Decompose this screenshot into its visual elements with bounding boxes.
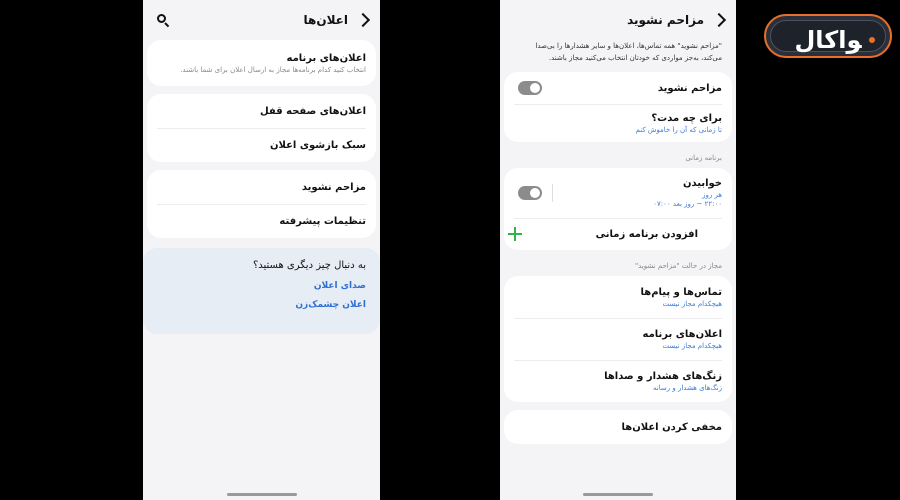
back-chevron-icon[interactable]: [712, 13, 726, 27]
page-title: اعلان‌ها: [303, 13, 348, 27]
add-schedule-row[interactable]: [504, 218, 732, 250]
app-notifications-row[interactable]: [147, 40, 376, 86]
popup-style-row[interactable]: [147, 128, 376, 162]
calls-messages-label: تماس‌ها و پیام‌ها: [640, 286, 722, 298]
app-notifications-row[interactable]: [504, 318, 732, 360]
app-notifications-label: اعلان‌های برنامه: [286, 52, 366, 64]
alarms-sounds-label: زنگ‌های هشدار و صداها: [604, 370, 722, 382]
sleeping-days: هر روز: [702, 191, 722, 199]
hide-notifications-card: [504, 410, 732, 444]
back-chevron-icon[interactable]: [356, 13, 370, 27]
sleeping-toggle-switch[interactable]: [518, 186, 542, 200]
calls-messages-row[interactable]: [504, 276, 732, 318]
dnd-toggle-card: [504, 72, 732, 142]
lock-screen-label: اعلان‌های صفحه قفل: [259, 105, 366, 117]
app-notifications-label: اعلان‌های برنامه: [642, 328, 722, 340]
allowed-card: [504, 276, 732, 402]
hide-notifications-row[interactable]: [504, 410, 732, 444]
allowed-header: مجاز در حالت "مزاحم نشوید": [634, 262, 722, 270]
advanced-label: تنظیمات پیشرفته: [279, 215, 366, 227]
flash-notification-link[interactable]: اعلان چشمک‌زن: [295, 300, 366, 310]
page-title: مزاحم نشوید: [627, 13, 704, 27]
dnd-toggle-row[interactable]: [504, 72, 732, 104]
duration-sub: تا زمانی که آن را خاموش کنم: [635, 125, 722, 134]
advanced-row[interactable]: [147, 204, 376, 238]
do-not-disturb-screen: [500, 0, 736, 500]
help-question: به دنبال چیز دیگری هستید؟: [252, 260, 366, 271]
dnd-advanced-card: [147, 170, 376, 238]
notifications-screen: [143, 0, 380, 500]
brand-logo-text: ﻮﺍﮐﺎﻝ: [794, 26, 862, 54]
duration-label: برای چه مدت؟: [651, 112, 722, 124]
lock-screen-row[interactable]: [147, 94, 376, 128]
notification-sound-link[interactable]: صدای اعلان: [313, 281, 366, 291]
alarms-sounds-sub: زنگ‌های هشدار و رسانه: [653, 383, 722, 392]
schedule-header: برنامه زمانی: [685, 154, 722, 162]
app-notifications-sub: انتخاب کنید کدام برنامه‌ها مجاز به ارسال اعلان برای شما باشند.: [180, 65, 366, 74]
sleeping-label: خوابیدن: [682, 178, 722, 189]
search-icon[interactable]: [157, 14, 169, 26]
schedule-card: [504, 168, 732, 250]
top-bar: [500, 0, 736, 40]
lockscreen-card: [147, 94, 376, 162]
help-card: [143, 248, 380, 334]
duration-row[interactable]: [504, 104, 732, 142]
dnd-row[interactable]: [147, 170, 376, 204]
dnd-toggle-label: مزاحم نشوید: [657, 82, 722, 94]
plus-icon: [508, 227, 522, 241]
alarms-sounds-row[interactable]: [504, 360, 732, 402]
sleeping-row[interactable]: [504, 168, 732, 218]
row-divider: [552, 184, 553, 202]
dnd-description-line2: می‌کند، به‌جز مواردی که خودتان انتخاب می‌کنید مجاز باشند.: [548, 54, 722, 62]
dnd-description-line1: "مزاحم نشوید" همه تماس‌ها، اعلان‌ها و سایر هشدارها را بی‌صدا: [535, 42, 722, 50]
app-notifications-sub: هیچکدام مجاز نیست: [662, 341, 722, 350]
dnd-label: مزاحم نشوید: [301, 181, 366, 193]
brand-logo-dot: [869, 37, 875, 43]
dnd-toggle-switch[interactable]: [518, 81, 542, 95]
brand-logo: [764, 14, 892, 58]
home-indicator: [583, 493, 653, 496]
dnd-description: [500, 40, 736, 72]
popup-style-label: سبک بازشوی اعلان: [269, 139, 366, 151]
sleeping-time: ۲۲:۰۰ ~ روز بعد ۰۷:۰۰: [653, 200, 722, 208]
top-bar: [143, 0, 380, 40]
hide-notifications-label: مخفی کردن اعلان‌ها: [621, 421, 722, 433]
app-notifications-card: [147, 40, 376, 86]
home-indicator: [227, 493, 297, 496]
calls-messages-sub: هیچکدام مجاز نیست: [662, 299, 722, 308]
add-schedule-label: افزودن برنامه زمانی: [595, 228, 698, 240]
